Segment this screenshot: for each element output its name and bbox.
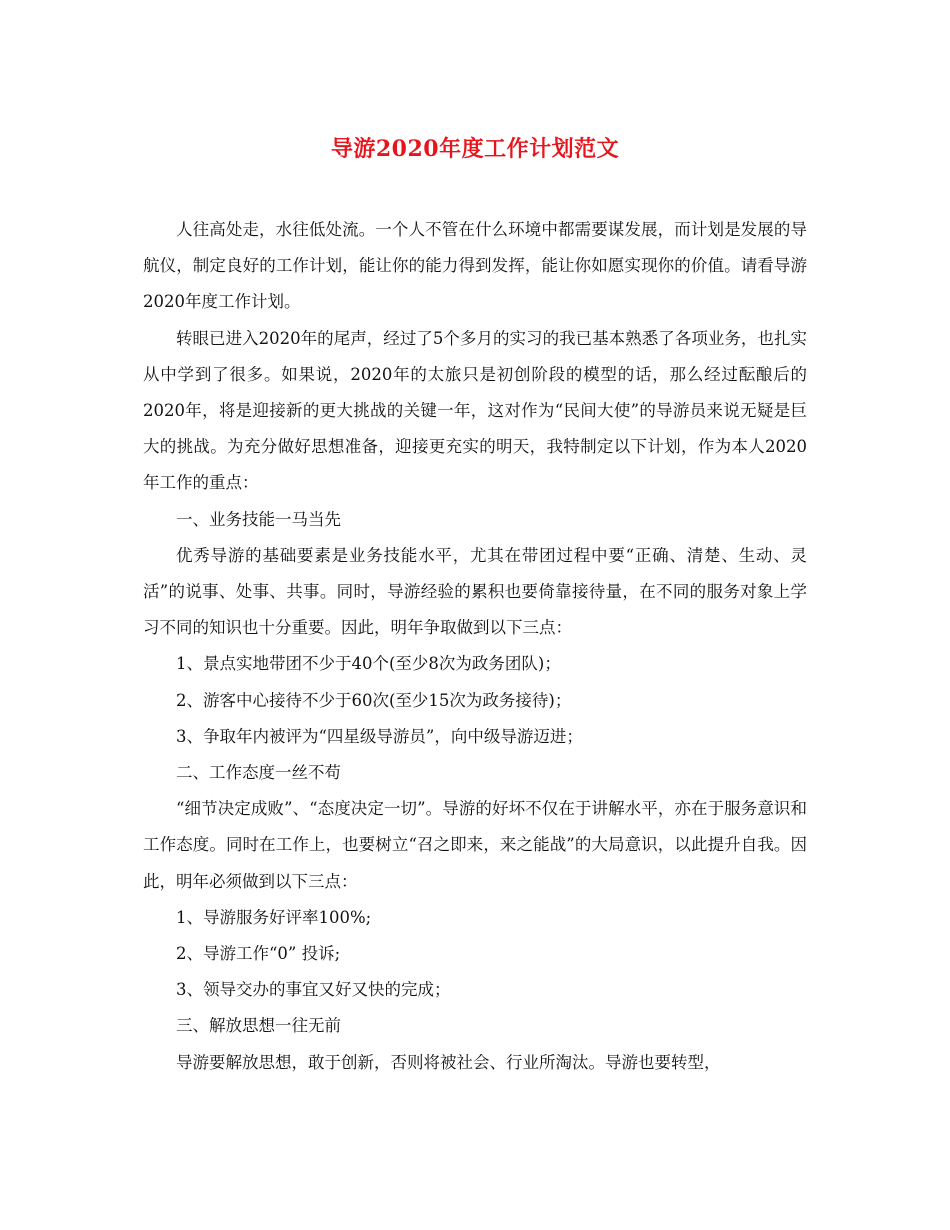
paragraph-section-2: “细节决定成败”、“态度决定一切”。导游的好坏不仅在于讲解水平，亦在于服务意识和工作态度。同时在工作上，也要树立“召之即来，来之能战”的大局意识，以此提升自我。因此，明年必须做到以下三点： [143, 799, 807, 891]
list-item: 1、导游服务好评率100%; [176, 907, 372, 927]
paragraph-section-3: 导游要解放思想，敢于创新，否则将被社会、行业所淘汰。导游也要转型， [176, 1052, 721, 1072]
section-heading-1: 一、业务技能一马当先 [176, 509, 341, 529]
list-item: 1、景点实地带团不少于40个(至少8次为政务团队)； [176, 654, 561, 674]
paragraph-section-1: 优秀导游的基础要素是业务技能水平，尤其在带团过程中要“正确、清楚、生动、灵活”的说事、处事、共事。同时，导游经验的累积也要倚靠接待量，在不同的服务对象上学习不同的知识也十分重要。因此，明年争取做到以下三点： [143, 545, 807, 638]
document-body [143, 212, 807, 1081]
list-item: 3、领导交办的事宜又好又快的完成； [176, 980, 451, 1000]
section-heading-2: 二、工作态度一丝不苟 [176, 763, 341, 783]
paragraph-intro: 人往高处走，水往低处流。一个人不管在什么环境中都需要谋发展，而计划是发展的导航仪，制定良好的工作计划，能让你的能力得到发挥，能让你如愿实现你的价值。请看导游2020年度工作计划。 [143, 220, 807, 312]
section-heading-3: 三、解放思想一往无前 [176, 1016, 341, 1036]
list-item: 2、导游工作“0” 投诉; [176, 944, 341, 964]
paragraph-background: 转眼已进入2020年的尾声，经过了5个多月的实习的我已基本熟悉了各项业务，也扎实从中学到了很多。如果说，2020年的太旅只是初创阶段的模型的话，那么经过酝酿后的2020年，将是迎接新的更大挑战的关键一年，这对作为“民间大使”的导游员来说无疑是巨大的挑战。为充分做好思想准备，迎接更充实的明天，我特制定以下计划，作为本人2020年工作的重点： [143, 328, 807, 493]
document-title: 导游2020年度工作计划范文 [330, 136, 620, 162]
list-item: 3、争取年内被评为“四星级导游员”，向中级导游迈进； [176, 726, 583, 746]
list-item: 2、游客中心接待不少于60次(至少15次为政务接待)； [176, 690, 572, 710]
